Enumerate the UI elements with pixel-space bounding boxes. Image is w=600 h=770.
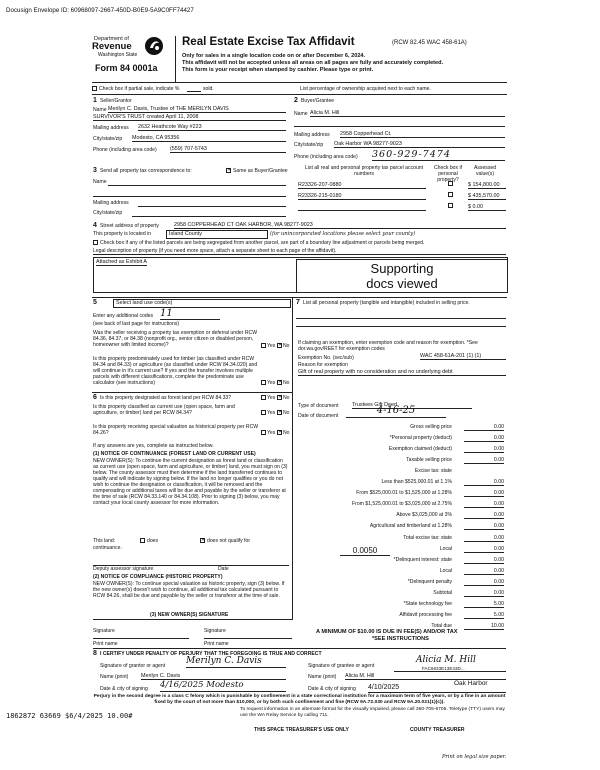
grantee-city[interactable]: Oak Harbor (454, 680, 488, 687)
s3-mailing-label: Mailing address (93, 200, 129, 206)
tax-row-value[interactable]: 0.00 (464, 424, 504, 431)
header-line2: This affidavit will not be accepted unless all areas on all pages are fully and accurately completed. (182, 60, 444, 66)
dept-line2: Revenue (92, 41, 132, 52)
header-line3: This form is your receipt when stamped by cashier. Please type or print. (182, 67, 374, 73)
additional-codes-label: Enter any additional codes (93, 313, 154, 319)
partial-sale-checkbox[interactable] (92, 86, 97, 91)
section4-num: 4 (93, 222, 97, 229)
grantor-name[interactable]: Merilyn C. Davis (141, 673, 286, 680)
tax-row-value[interactable]: 0.00 (464, 579, 504, 586)
current-use-question: Is this property classified as current use (open space, farm and agriculture, or timber) land per RCW 84.34? (93, 404, 235, 416)
notice1-title: (1) NOTICE OF CONTINUANCE (FOREST LAND OR CURRENT USE) (93, 451, 256, 457)
notice1-body: NEW OWNER(S): To continue the current designation as forest land or classification as current use (open space, farm and agriculture, or timber) land, you must sign on (3) below. The county assessor must then determine if the land transferred continues to qualify and will indicate by signing below. If the land no longer qualifies or you do not wish to continue the designation or classification, it will be removed and the compensating or additional taxes will be due and payable by the seller or transferor at the time of sale (RCW 84.33.140 or 84.34.108). Prior to signing (3) below, you may contact your local county assessor for more information. (93, 458, 288, 506)
partial-sale-label: Check box if partial sale, indicate % (99, 86, 180, 92)
tax-row-value[interactable]: 0.00 (464, 523, 504, 530)
section5-num: 5 (93, 299, 97, 306)
owner-print-label: Print name (204, 641, 229, 647)
continuance-label: continuance. (93, 545, 122, 551)
owner-sig-label: Signature (93, 628, 115, 634)
see-instructions: *SEE INSTRUCTIONS (372, 636, 429, 642)
grantee-date-label: Date & city of signing (308, 686, 356, 692)
tax-row-label: From $525,000.01 to $1,525,000 at 1.28% (356, 490, 452, 496)
section7-num: 7 (296, 299, 300, 306)
parcel-number[interactable]: R23326-215-0180 (298, 193, 426, 200)
partial-sale-sold: sold. (203, 86, 214, 92)
if-yes-instruction: If any answers are yes, complete as instructed below. (93, 443, 214, 449)
form-number: Form 84 0001a (95, 63, 158, 73)
tax-row-value[interactable]: 10.00 (464, 623, 504, 630)
q2-no-checkbox[interactable] (277, 380, 282, 385)
current-use-no-checkbox[interactable] (277, 410, 282, 415)
tax-row-value[interactable]: 0.00 (464, 490, 504, 497)
section3-num: 3 (93, 167, 97, 174)
notice2-title: (2) NOTICE OF COMPLIANCE (HISTORIC PROPERTY) (93, 574, 223, 580)
county-value: Island County (169, 231, 202, 237)
tax-row-label: Total excise tax: state (403, 535, 452, 541)
new-owner-sig-title: (3) NEW OWNER(S) SIGNATURE (150, 612, 229, 618)
no-label: No (283, 410, 290, 416)
doc-type[interactable]: Trustees Gift Deed (352, 402, 472, 409)
section6-num: 6 (93, 394, 97, 401)
tax-row-value[interactable]: 0.00 (464, 535, 504, 542)
land-use-select[interactable] (113, 299, 291, 308)
seller-name[interactable]: Merilyn C. Davis, Trustee of THE MERILYN DAVIS (108, 106, 286, 113)
tax-row-label: Excise tax: state (414, 468, 452, 474)
grantee-sig-label: Signature of grantee or agent (308, 663, 375, 669)
q1-yes-checkbox[interactable] (261, 343, 266, 348)
same-as-buyer-label: Same as Buyer/Grantee (233, 168, 288, 174)
grantor-signature[interactable]: Merilyn C. Davis (186, 656, 286, 668)
tax-row-label: *State technology fee (403, 601, 452, 607)
does-not-checkbox[interactable] (200, 538, 205, 543)
buyer-mailing[interactable]: 2958 Copperhead Ct. (340, 131, 505, 138)
no-label: No (283, 380, 290, 386)
section7-heading: List all personal property (tangible and intangible) included in selling price. (303, 300, 470, 306)
tax-row-label: Subtotal (433, 590, 452, 596)
buyer-mailing-label: Mailing address (294, 132, 330, 138)
yes-label: Yes (267, 430, 276, 436)
buyer-name[interactable]: Alicia M. Hill (310, 110, 505, 117)
tax-row-label: Exemption claimed (deduct) (388, 446, 452, 452)
exemption-question: Was the seller receiving a property tax exemption or deferral under RCW 84.36, 84.37, or 84.38 (nonprofit org., senior citizen or disabled person, homeowner with limited income)? (93, 330, 258, 348)
grantee-signature[interactable]: Alicia M. Hill (416, 655, 476, 665)
reason-label: Reason for exemption (298, 362, 348, 368)
forest-no-checkbox[interactable] (277, 395, 282, 400)
land-use-label: Select land use code(s) (116, 300, 173, 306)
tax-row-value[interactable]: 0.00 (464, 446, 504, 453)
tax-row-label: Total due (431, 623, 452, 629)
owner-print-label: Print name (93, 641, 118, 647)
minimum-notice: A MINIMUM OF $10.00 IS DUE IN FEE(S) AND/OR TAX (316, 629, 458, 635)
county-treasurer-label: COUNTY TREASURER (410, 727, 465, 733)
seller-name-line2[interactable]: SURVIVOR'S TRUST created April 11, 2008 (93, 114, 286, 121)
tax-row-label: Gross selling price (410, 424, 452, 430)
buyer-city-label: City/state/zip (294, 142, 324, 148)
perjury-statement: Perjury in the second degree is a class C felony which is punishable by confinement in a state correctional institution for a maximum term of five years, or by a fine in an amount fixed by the court of not more than $10,000, or by both such confinement and fine (RCW 9A.72.030 and RCW 9A.20.021(1)(c)). (93, 694, 506, 705)
buyer-name-label: Name (294, 111, 308, 117)
alt-format-notice: To request information in an alternate format for the visually impaired, please call 360-705-6705. Teletype (TTY) users may use the WA Relay Service by calling 711. (240, 707, 505, 718)
tax-row-label: *Delinquent interest: state (393, 557, 452, 563)
grantee-name-label: Name (print) (308, 674, 337, 680)
does-not-label: does not qualify for (207, 538, 251, 544)
personal-property-checkbox[interactable] (448, 192, 453, 197)
supporting-line1: Supporting (370, 261, 434, 276)
tax-row-value[interactable]: 0.00 (464, 501, 504, 508)
buyer-num: 2 (294, 97, 298, 104)
timber-question: Is this property predominately used for timber (as classified under RCW 84.34 and 84.33) or agriculture (as classified under RCW 84.34.020) and will continue in it's current use? If yes and the transfer involves multiple parcels with different classifications, complete the predominate use calculator (see instructions) (93, 356, 258, 386)
tax-row-value[interactable]: 0.00 (464, 435, 504, 442)
legal-description-label: Legal description of property (if you need more space, attach a separate sheet to each page of the affidavit). (93, 248, 506, 255)
yes-label: Yes (267, 410, 276, 416)
tax-row-value[interactable]: 0.00 (464, 557, 504, 564)
dor-logo (94, 36, 168, 84)
seller-num: 1 (93, 97, 97, 104)
same-as-buyer-checkbox[interactable] (226, 168, 231, 173)
tax-row-value[interactable]: 0.00 (464, 590, 504, 597)
assessed-value[interactable]: $ 0.00 (468, 204, 506, 211)
dor-seal-icon (144, 36, 164, 56)
tax-row-label: Less than $525,000.01 at 1.1% (381, 479, 452, 485)
tax-row-value[interactable]: 0.00 (464, 479, 504, 486)
tax-row-label: Agricultural and timberland at 1.28% (369, 523, 452, 529)
does-checkbox[interactable] (140, 538, 145, 543)
street-address[interactable]: 2958 COPPERHEAD CT OAK HARBOR, WA 98277-9023 (174, 222, 506, 229)
section8-num: 8 (93, 650, 97, 657)
tax-row-value[interactable]: 5.00 (464, 612, 504, 619)
segregated-checkbox[interactable] (93, 240, 98, 245)
deputy-date-label: Date (218, 566, 229, 572)
buyer-phone[interactable]: 360-929-7474 (372, 149, 505, 161)
grantee-name[interactable]: Alicia M. Hill (345, 673, 506, 680)
personal-property-checkbox[interactable] (448, 181, 453, 186)
owner-sig-label: Signature (204, 628, 226, 634)
grantor-date-label: Date & city of signing (100, 686, 148, 692)
seller-phone[interactable]: (559) 707-5743 (170, 146, 286, 153)
this-land-label: This land: (93, 538, 116, 544)
q1-no-checkbox[interactable] (277, 343, 282, 348)
seller-heading: Seller/Grantor (100, 98, 132, 104)
street-label: Street address of property (100, 223, 159, 229)
exemption-reason[interactable]: Gift of real property with no consideration and no underlying debt (298, 369, 506, 376)
seller-city[interactable]: Modesto, CA 95356 (132, 135, 286, 142)
buyer-city[interactable]: Oak Harbor WA 98277-9023 (334, 141, 505, 148)
tax-row-value[interactable]: 0.00 (464, 512, 504, 519)
ownership-instruction: List percentage of ownership acquired next to each name. (300, 86, 431, 92)
buyer-phone-label: Phone (including area code) (294, 154, 358, 160)
doc-date[interactable]: 4-16-25 (346, 405, 446, 418)
envelope-id: Docusign Envelope ID: 60968097-2667-450D-B0E9-5A9C0FF74427 (6, 7, 194, 14)
header-line1: Only for sales in a single location code on or after December 6, 2024. (182, 53, 366, 59)
partial-sale-percent[interactable] (187, 91, 201, 92)
grantor-name-label: Name (print) (100, 674, 129, 680)
tax-row-label: *Delinquent penalty (407, 579, 452, 585)
rcw-citation: (RCW 82.45 WAC 458-61A) (392, 40, 467, 46)
no-label: No (283, 430, 290, 436)
personal-property-checkbox[interactable] (448, 203, 453, 208)
parcel-number[interactable] (298, 204, 426, 211)
doc-date-label: Date of document (298, 413, 339, 419)
tax-row-label: Local (439, 568, 452, 574)
exemption-instruction: If claiming an exemption, enter exemption code and reason for exemption. *See dor.wa.gov/REET for exemption codes (298, 340, 478, 352)
doc-type-label: Type of document (298, 403, 339, 409)
q2-yes-checkbox[interactable] (261, 380, 266, 385)
historic-question: Is this property receiving special valuation as historical property per RCW 84.26? (93, 424, 259, 436)
grantee-date[interactable]: 4/10/2025 (368, 684, 506, 693)
supporting-docs-stamp (296, 259, 508, 293)
tax-row-value[interactable]: 5.00 (464, 601, 504, 608)
historic-no-checkbox[interactable] (277, 430, 282, 435)
parcel-number[interactable]: R23326-207-0880 (298, 182, 426, 189)
forest-yes-checkbox[interactable] (261, 395, 266, 400)
county-select[interactable] (166, 230, 268, 239)
assessed-value[interactable]: $ 435,570.00 (468, 193, 506, 200)
legal-size-note: Print on legal size paper. (442, 754, 507, 760)
tax-row-value[interactable]: 0.00 (464, 457, 504, 464)
yes-label: Yes (267, 343, 276, 349)
tax-row-label: *Personal property (deduct) (389, 435, 452, 441)
tax-row-label: Affidavit processing fee (399, 612, 452, 618)
does-label: does (147, 538, 159, 544)
section3-heading: Send all property tax correspondence to: (100, 168, 192, 174)
forest-question: Is this property designated as forest land per RCW 84.33? (100, 395, 232, 401)
deputy-sig-label: Deputy assessor signature (93, 566, 154, 572)
wac-number[interactable]: WAC 458-61A-201 (1) (1) (420, 353, 506, 360)
seller-mailing[interactable]: 2632 Heathcote Way #223 (138, 124, 286, 131)
personal-header: Check box if personal property? (433, 165, 463, 183)
seller-phone-label: Phone (including area code) (93, 147, 157, 153)
assessed-value[interactable]: $ 154,800.00 (468, 182, 506, 189)
see-back-note: (see back of last page for instructions) (93, 321, 180, 327)
certify-statement: I CERTIFY UNDER PENALTY OF PERJURY THAT THE FOREGOING IS TRUE AND CORRECT (100, 651, 322, 657)
current-use-yes-checkbox[interactable] (261, 410, 266, 415)
segregated-label: Check box if any of the listed parcels are being segregated from another parcel, are part of a boundary line adjustment or parcels being merged. (100, 240, 425, 246)
supporting-line2: docs viewed (366, 276, 438, 291)
notice2-body: NEW OWNER(S): To continue special valuation as historic property, sign (3) below. If the new owner(s) doesn't wish to continue, all additional tax calculated pursuant to RCW 84.26, shall be due and payable by the seller or transferor at the time of sale. (93, 581, 285, 599)
treasurer-use-label: THIS SPACE TREASURER'S USE ONLY (254, 727, 349, 733)
buyer-heading: Buyer/Grantee (301, 98, 335, 104)
local-rate[interactable]: 0.0050 (340, 546, 390, 556)
seller-city-label: City/state/zip (93, 136, 123, 142)
parcel-header: List all real and personal property tax parcel account numbers (304, 165, 424, 177)
yes-label: Yes (267, 395, 276, 401)
grantor-sig-label: Signature of grantor or agent (100, 663, 166, 669)
tax-row-label: Taxable selling price (406, 457, 452, 463)
seller-mailing-label: Mailing address (93, 125, 129, 131)
additional-codes[interactable]: 11 (160, 308, 220, 320)
tax-row-label: From $1,525,000.01 to $3,025,000 at 2.75% (352, 501, 452, 507)
s3-name-label: Name (93, 179, 107, 185)
unincorporated-note: (for unincorporated locations please select your county) (270, 231, 416, 237)
cashier-stamp: 1862872 63669 $6/4/2025 10.00# (6, 712, 133, 720)
tax-row-value[interactable]: 0.00 (464, 568, 504, 575)
wac-label: Exemption No. (sec/sub) (298, 355, 354, 361)
form-title: Real Estate Excise Tax Affidavit (182, 36, 355, 48)
yes-label: Yes (267, 380, 276, 386)
tax-row-value[interactable]: 0.00 (464, 546, 504, 553)
tax-row-label: Above $3,025,000 at 3% (396, 512, 452, 518)
no-label: No (283, 395, 290, 401)
historic-yes-checkbox[interactable] (261, 430, 266, 435)
dept-line3: Washington State (98, 52, 138, 58)
docusign-id: FAC6633E13E43D... (422, 666, 465, 671)
dept-line1: Department of (94, 36, 129, 42)
assessed-header: Assessed value(s) (473, 165, 497, 177)
seller-name-label: Name (93, 107, 107, 113)
no-label: No (283, 343, 290, 349)
legal-description: Attached as Exhibit A (96, 259, 147, 265)
grantor-date-city[interactable]: 4/16/2025 Modesto (160, 680, 286, 692)
tax-row-label: Local (439, 546, 452, 552)
s3-city-label: City/state/zip (93, 210, 123, 216)
located-label: This property is located in (93, 231, 152, 237)
